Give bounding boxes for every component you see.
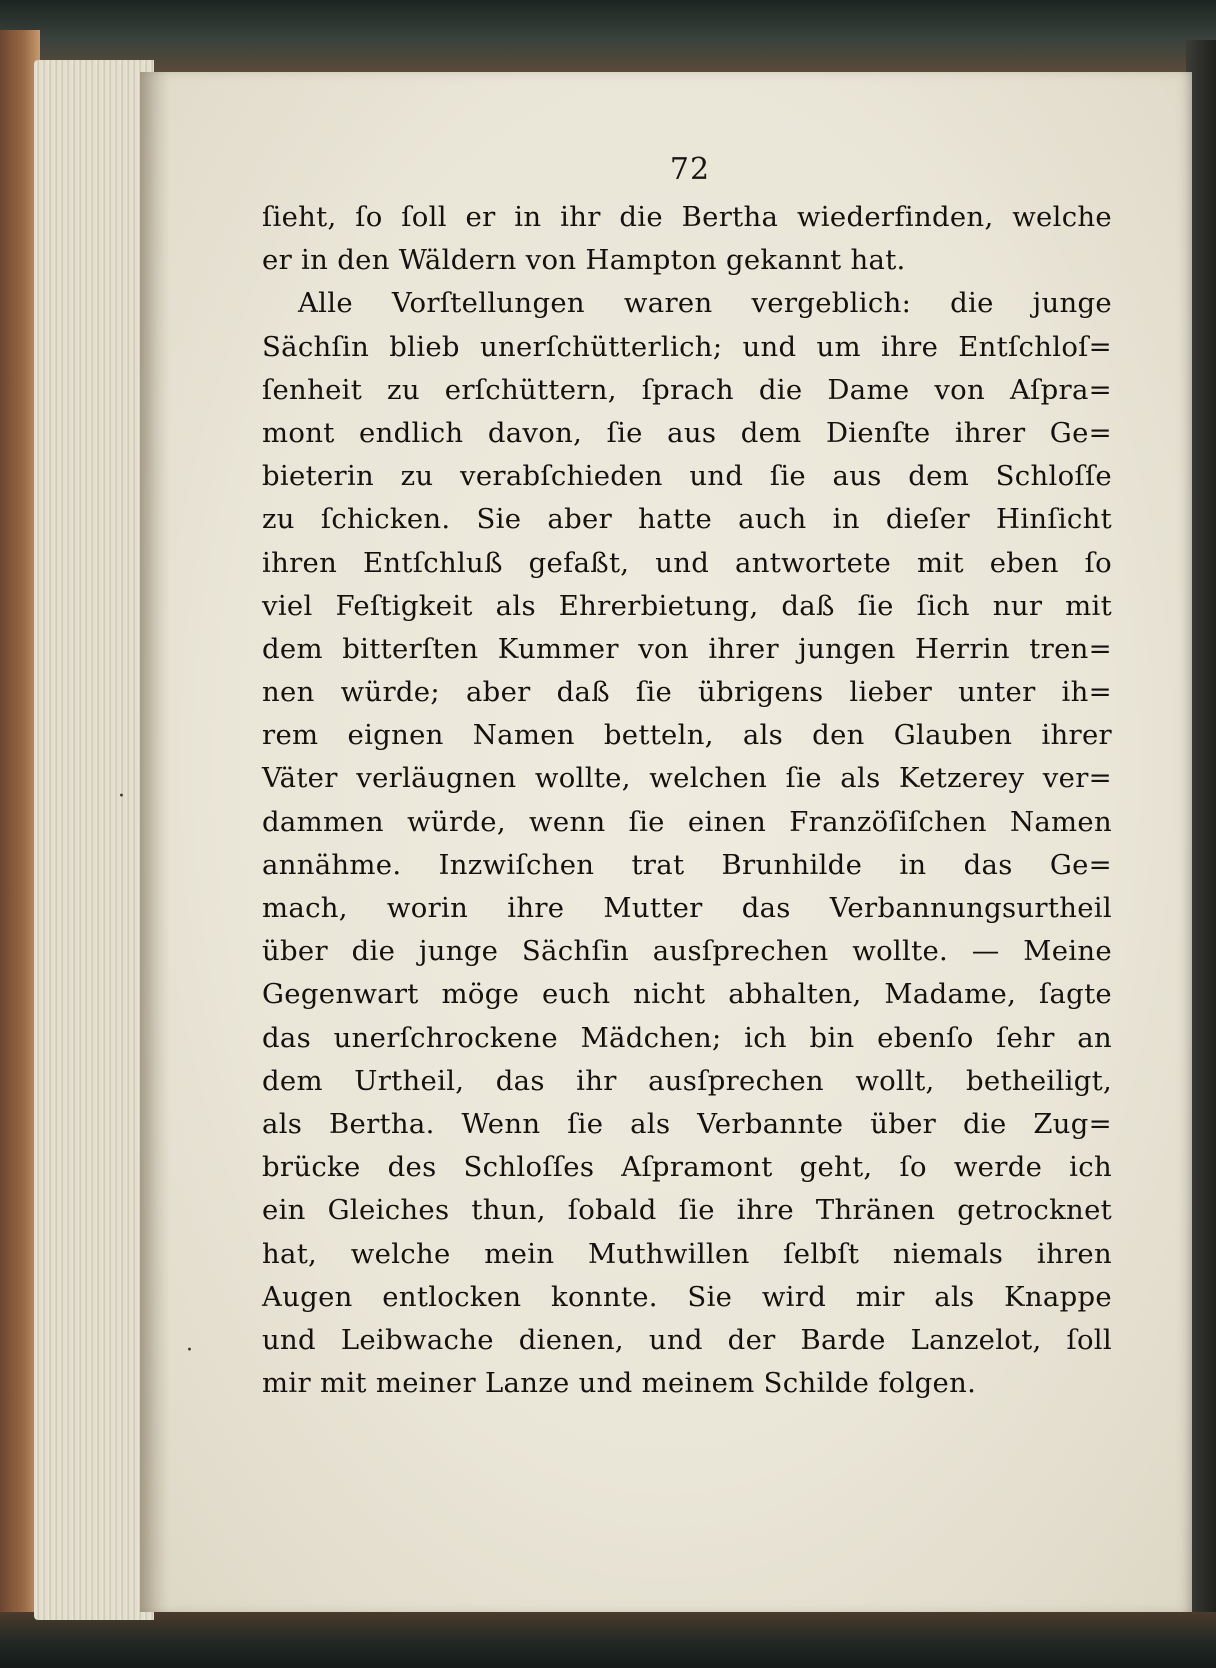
text-line: mach, worin ihre Mutter das Verbannungsurtheil [262, 892, 1112, 924]
text-line: ein Gleiches thun, ſobald ſie ihre Thränen getrocknet [262, 1194, 1112, 1227]
text-line: mont endlich davon, ſie aus dem Dienſte ihrer Ge= [262, 416, 1112, 449]
text-line: Augen entlocken konnte. Sie wird mir als Knappe [262, 1280, 1112, 1313]
gutter-shadow [140, 72, 170, 1612]
text-line: und Leibwache dienen, und der Barde Lanzelot, ſoll [262, 1323, 1112, 1356]
text-line: über die junge Sächſin ausſprechen wollte. — Meine [262, 935, 1112, 968]
text-line: bieterin zu verabſchieden und ſie aus dem Schloſſe [262, 460, 1112, 493]
text-line: brücke des Schloſſes Aſpramont geht, ſo werde ich [262, 1151, 1112, 1184]
text-line: dem bitterſten Kummer von ihrer jungen Herrin tren= [262, 632, 1112, 665]
text-line: ſenheit zu erſchüttern, ſprach die Dame von Aſpra= [262, 373, 1112, 406]
page-number: 72 [669, 152, 711, 187]
book-cover-top [0, 0, 1216, 72]
text-line: er in den Wäldern von Hampton gekannt hat. [262, 244, 906, 277]
body-text [262, 196, 1112, 1405]
margin-mark: · [186, 1338, 193, 1363]
text-line: rem eignen Namen betteln, als den Glauben ihrer [262, 719, 1112, 752]
text-line: ihren Entſchluß gefaßt, und antwortete mit eben ſo [262, 546, 1112, 579]
text-line: viel Feſtigkeit als Ehrerbietung, daß ſie ſich nur mit [262, 589, 1112, 622]
text-line: mir mit meiner Lanze und meinem Schilde folgen. [262, 1367, 977, 1400]
text-line: nen würde; aber daß ſie übrigens lieber unter ih= [262, 676, 1112, 709]
text-line: dem Urtheil, das ihr ausſprechen wollt, betheiligt, [262, 1064, 1112, 1097]
text-line: dammen würde, wenn ſie einen Franzöſiſchen Namen [262, 805, 1112, 838]
page-edges [34, 60, 154, 1620]
text-line: als Bertha. Wenn ſie als Verbannte über die Zug= [262, 1107, 1112, 1140]
text-line: Gegenwart möge euch nicht abhalten, Madame, ſagte [262, 978, 1112, 1011]
text-line: Sächſin blieb unerſchütterlich; und um ihre Entſchloſ= [262, 330, 1112, 363]
text-line: annähme. Inzwiſchen trat Brunhilde in das Ge= [262, 848, 1112, 881]
text-line: zu ſchicken. Sie aber hatte auch in dieſer Hinſicht [262, 503, 1112, 536]
text-line: Väter verläugnen wollte, welchen ſie als Ketzerey ver= [262, 762, 1112, 795]
text-line: ſieht, ſo ſoll er in ihr die Bertha wiederfinden, welche [262, 201, 1112, 233]
book-cover-bottom [0, 1612, 1216, 1668]
text-line: Alle Vorſtellungen waren vergeblich: die junge [298, 287, 1112, 320]
text-line: hat, welche mein Muthwillen ſelbſt niemals ihren [262, 1237, 1112, 1270]
margin-mark: · [118, 784, 125, 809]
text-line: das unerſchrockene Mädchen; ich bin ebenſo ſehr an [262, 1021, 1112, 1054]
